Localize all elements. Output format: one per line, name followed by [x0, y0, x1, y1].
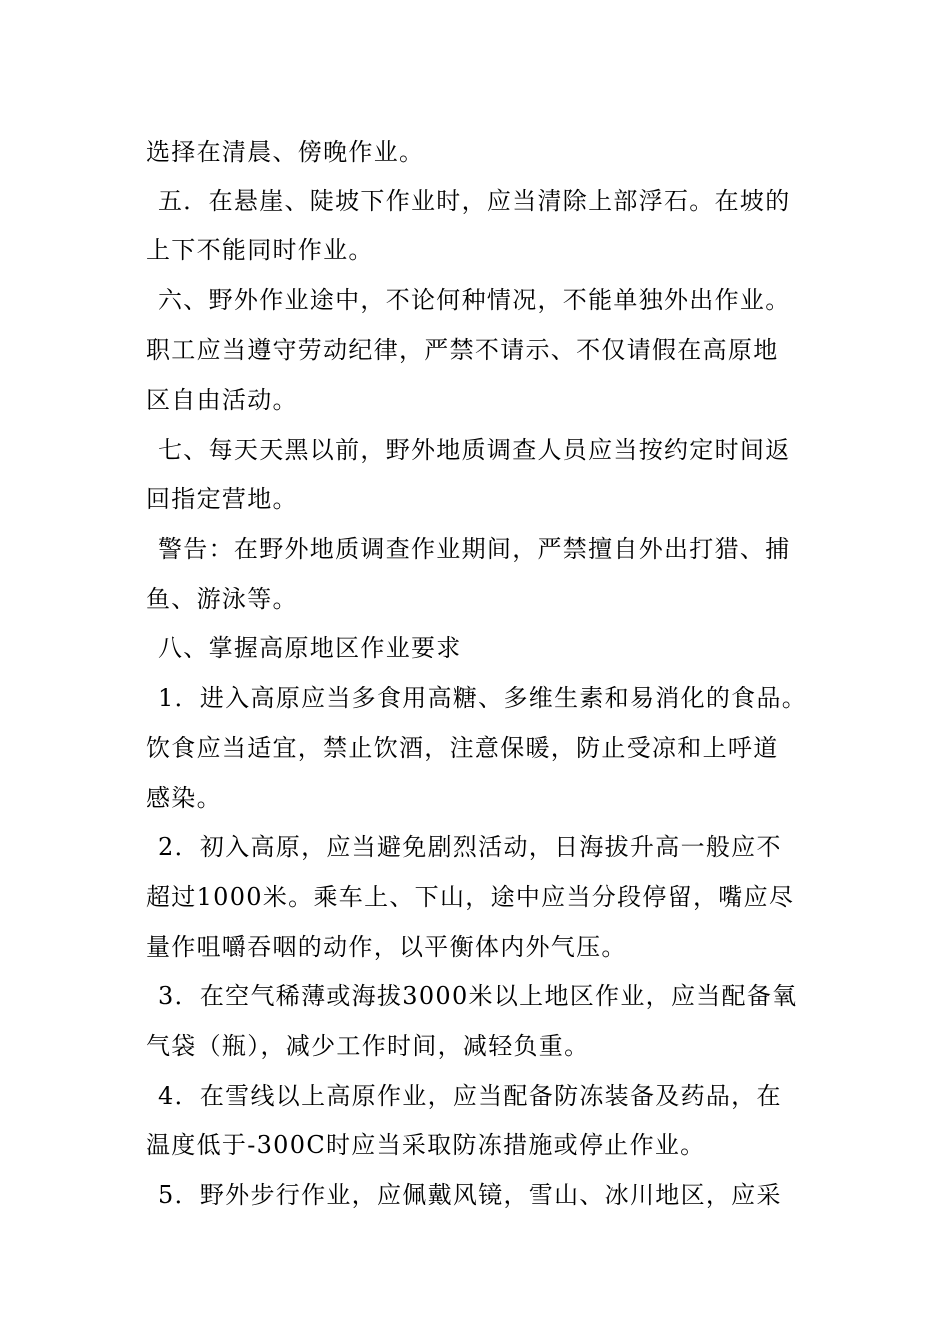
text-line: 气袋（瓶），减少工作时间，减轻负重。 [146, 1032, 590, 1060]
text-line: 回指定营地。 [146, 485, 298, 513]
text-line: 警告：在野外地质调查作业期间，严禁擅自外出打猎、捕 [158, 535, 791, 563]
text-line: 感染。 [146, 784, 222, 812]
text-line: 4．在雪线以上高原作业，应当配备防冻装备及药品，在 [158, 1082, 782, 1110]
text-line: 六、野外作业途中，不论何种情况，不能单独外出作业。 [158, 286, 791, 314]
text-line: 上下不能同时作业。 [146, 236, 374, 264]
text-line: 饮食应当适宜，禁止饮酒，注意保暖，防止受凉和上呼道 [146, 734, 779, 762]
text-line: 七、每天天黑以前，野外地质调查人员应当按约定时间返 [158, 436, 791, 464]
text-line: 鱼、游泳等。 [146, 585, 298, 613]
text-line: 超过1000米。乘车上、下山，途中应当分段停留，嘴应尽 [146, 883, 795, 911]
text-line: 五．在悬崖、陡坡下作业时，应当清除上部浮石。在坡的 [158, 187, 791, 215]
text-line: 1．进入高原应当多食用高糖、多维生素和易消化的食品。 [158, 684, 808, 712]
text-line: 职工应当遵守劳动纪律，严禁不请示、不仅请假在高原地 [146, 336, 779, 364]
text-line: 量作咀嚼吞咽的动作，以平衡体内外气压。 [146, 933, 627, 961]
text-line: 5．野外步行作业，应佩戴风镜，雪山、冰川地区，应采 [158, 1181, 782, 1209]
text-line: 温度低于-300C时应当采取防冻措施或停止作业。 [146, 1131, 706, 1159]
text-line: 3．在空气稀薄或海拔3000米以上地区作业，应当配备氧 [158, 982, 798, 1010]
text-line: 选择在清晨、傍晚作业。 [146, 138, 425, 166]
text-line: 2．初入高原，应当避免剧烈活动，日海拔升高一般应不 [158, 833, 782, 861]
text-line: 八、掌握高原地区作业要求 [158, 634, 462, 662]
text-line: 区自由活动。 [146, 386, 298, 414]
